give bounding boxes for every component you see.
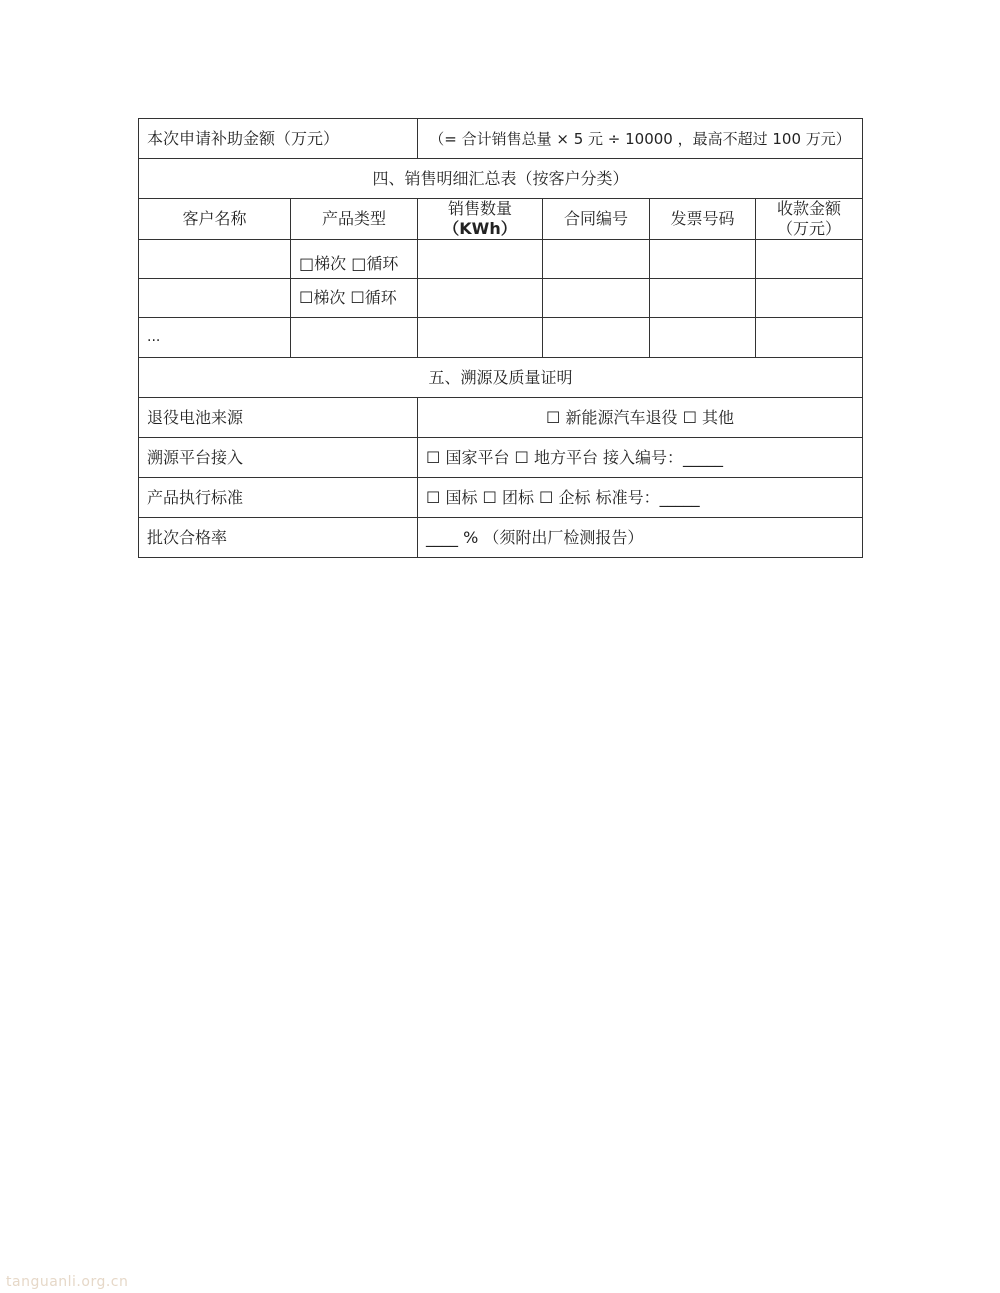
header-payment-amount-line1: 收款金额 xyxy=(777,199,842,218)
invoice-number-cell[interactable] xyxy=(650,240,756,279)
sales-quantity-cell[interactable] xyxy=(418,279,543,318)
contract-number-cell[interactable] xyxy=(543,279,650,318)
sales-quantity-cell[interactable] xyxy=(418,240,543,279)
payment-amount-cell[interactable] xyxy=(756,240,863,279)
header-contract-number: 合同编号 xyxy=(543,199,650,240)
section5-title-row xyxy=(139,358,863,398)
product-standard-label: 产品执行标准 xyxy=(139,478,418,518)
batch-pass-rate-value[interactable]: ____ % （须附出厂检测报告） xyxy=(418,518,863,558)
invoice-number-cell[interactable] xyxy=(650,279,756,318)
batch-pass-rate-label: 批次合格率 xyxy=(139,518,418,558)
contract-number-cell[interactable] xyxy=(543,240,650,279)
payment-amount-cell[interactable] xyxy=(756,318,863,358)
batch-pass-rate-row xyxy=(139,518,863,558)
product-standard-options[interactable]: ☐ 国标 ☐ 团标 ☐ 企标 标准号：_____ xyxy=(418,478,863,518)
battery-source-row xyxy=(139,398,863,438)
section5-title: 五、溯源及质量证明 xyxy=(139,358,863,398)
header-product-type: 产品类型 xyxy=(291,199,418,240)
battery-source-options[interactable]: ☐ 新能源汽车退役 ☐ 其他 xyxy=(418,398,863,438)
contract-number-cell[interactable] xyxy=(543,318,650,358)
header-customer-name: 客户名称 xyxy=(139,199,291,240)
battery-source-label: 退役电池来源 xyxy=(139,398,418,438)
product-type-checkboxes[interactable]: ☐梯次 ☐循环 xyxy=(291,279,418,318)
product-standard-row xyxy=(139,478,863,518)
payment-amount-cell[interactable] xyxy=(756,279,863,318)
traceability-platform-label: 溯源平台接入 xyxy=(139,438,418,478)
customer-name-cell[interactable] xyxy=(139,279,291,318)
customer-name-cell[interactable] xyxy=(139,240,291,279)
apply-amount-label: 本次申请补助金额（万元） xyxy=(139,119,418,159)
header-sales-quantity xyxy=(418,199,543,240)
subsidy-application-form xyxy=(138,118,863,558)
section4-title: 四、销售明细汇总表（按客户分类） xyxy=(139,159,863,199)
table-row xyxy=(139,240,863,279)
header-sales-quantity-unit: （KWh） xyxy=(443,219,517,238)
product-type-checkboxes[interactable]: □梯次 □循环 xyxy=(291,240,418,279)
section4-title-row xyxy=(139,159,863,199)
table-row xyxy=(139,318,863,358)
site-watermark: tanguanli.org.cn xyxy=(6,1274,129,1290)
apply-amount-row xyxy=(139,119,863,159)
sales-quantity-cell[interactable] xyxy=(418,318,543,358)
section4-header-row xyxy=(139,199,863,240)
customer-name-ellipsis[interactable]: ... xyxy=(139,318,291,358)
header-payment-amount xyxy=(756,199,863,240)
traceability-platform-options[interactable]: ☐ 国家平台 ☐ 地方平台 接入编号：_____ xyxy=(418,438,863,478)
table-row xyxy=(139,279,863,318)
traceability-platform-row xyxy=(139,438,863,478)
invoice-number-cell[interactable] xyxy=(650,318,756,358)
header-sales-quantity-line1: 销售数量 xyxy=(448,199,513,218)
header-payment-amount-unit: （万元） xyxy=(777,219,842,238)
product-type-cell[interactable] xyxy=(291,318,418,358)
header-invoice-number: 发票号码 xyxy=(650,199,756,240)
apply-amount-formula[interactable]: （= 合计销售总量 × 5 元 ÷ 10000 ，最高不超过 100 万元） xyxy=(418,119,863,159)
